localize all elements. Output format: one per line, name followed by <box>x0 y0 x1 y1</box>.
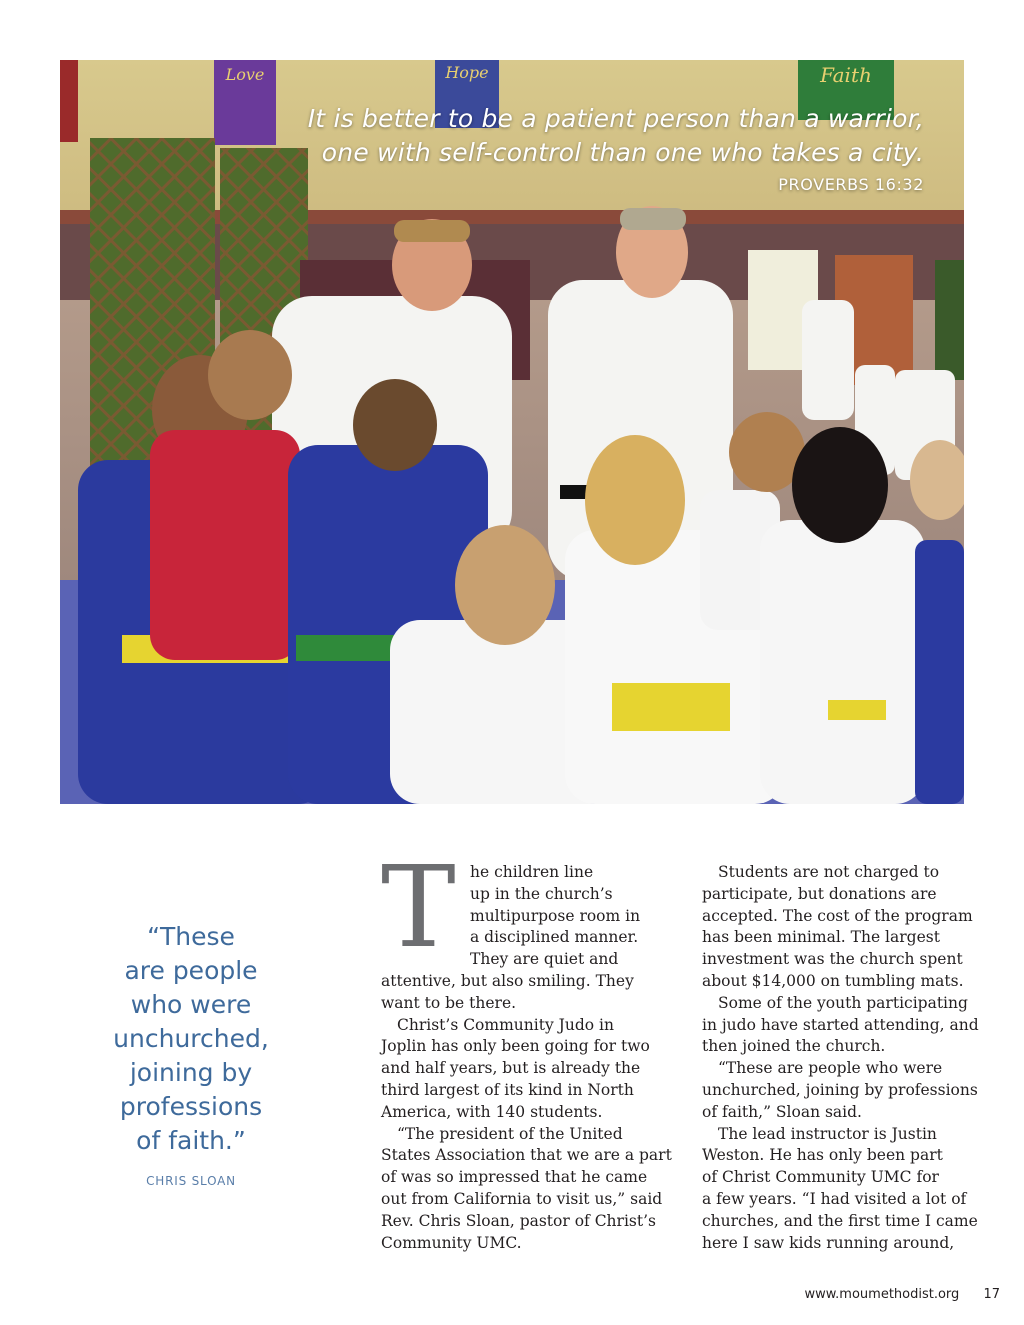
text-line: investment was the church spent <box>702 950 963 969</box>
text-line: Weston. He has only been part <box>702 1146 943 1165</box>
scripture-quote <box>284 102 924 194</box>
text-line: he children line <box>470 863 594 881</box>
scripture-line: It is better to be a patient person than a warrior, <box>307 104 924 133</box>
text-line: has been minimal. The largest <box>702 928 940 947</box>
text-line: want to be there. <box>381 993 517 1012</box>
text-line: attentive, but also smiling. They <box>381 971 634 990</box>
drop-cap: T <box>381 843 456 973</box>
text-line: multipurpose room in <box>470 906 641 925</box>
text-line: about $14,000 on tumbling mats. <box>702 971 964 990</box>
text-line: then joined the church. <box>702 1037 886 1056</box>
scripture-citation: PROVERBS 16:32 <box>778 175 924 194</box>
text-line: Some of the youth participating <box>718 993 968 1012</box>
text-line: “The president of the United <box>397 1124 623 1143</box>
text-line: accepted. The cost of the program <box>702 906 973 925</box>
text-line: States Association that we are a part <box>381 1146 672 1165</box>
text-line: of Christ Community UMC for <box>702 1168 939 1187</box>
text-line: third largest of its kind in North <box>381 1080 634 1099</box>
text-line: Community UMC. <box>381 1233 522 1252</box>
text-line: a disciplined manner. <box>470 928 639 947</box>
text-line: Joplin has only been going for two <box>381 1037 650 1056</box>
article-column-1 <box>381 862 672 1254</box>
svg-text:Faith: Faith <box>820 63 872 87</box>
pull-quote-line: joining by <box>129 1058 253 1087</box>
text-line: here I saw kids running around, <box>702 1233 955 1252</box>
text-line: churches, and the first time I came <box>702 1211 978 1230</box>
pull-quote-line: unchurched, <box>113 1024 269 1053</box>
text-line: up in the church’s <box>470 884 613 903</box>
text-line: They are quiet and <box>470 950 619 969</box>
pull-quote-line: are people <box>124 956 258 985</box>
text-line: Students are not charged to <box>718 863 940 881</box>
text-line: a few years. “I had visited a lot of <box>702 1189 967 1208</box>
page-number: 17 <box>983 1287 1000 1302</box>
pull-quote-line: of faith.” <box>136 1126 246 1155</box>
text-line: Rev. Chris Sloan, pastor of Christ’s <box>381 1211 656 1230</box>
pull-quote-line: who were <box>130 990 252 1019</box>
text-line: The lead instructor is Justin <box>718 1124 937 1143</box>
pull-quote <box>100 920 282 1188</box>
pull-quote-attribution: CHRIS SLOAN <box>146 1174 236 1188</box>
text-line: of faith,” Sloan said. <box>702 1102 862 1121</box>
judo-photo <box>60 60 964 804</box>
text-line: “These are people who were <box>718 1059 943 1078</box>
page-footer <box>804 1287 1000 1302</box>
text-line: out from California to visit us,” said <box>381 1189 663 1208</box>
svg-text:Hope: Hope <box>445 63 489 82</box>
text-line: of was so impressed that he came <box>381 1168 648 1187</box>
text-line: in judo have started attending, and <box>702 1015 979 1034</box>
pull-quote-line: “These <box>147 922 235 951</box>
article-column-2 <box>702 862 979 1254</box>
website-url[interactable]: www.moumethodist.org <box>804 1287 960 1302</box>
text-line: and half years, but is already the <box>381 1059 641 1078</box>
scripture-line: one with self-control than one who takes a city. <box>321 138 924 167</box>
svg-text:Love: Love <box>225 65 265 84</box>
pull-quote-line: professions <box>119 1092 263 1121</box>
text-line: America, with 140 students. <box>381 1102 603 1121</box>
text-line: Christ’s Community Judo in <box>397 1015 614 1034</box>
text-line: participate, but donations are <box>702 884 937 903</box>
banner-love <box>214 60 276 145</box>
text-line: unchurched, joining by professions <box>702 1080 978 1099</box>
